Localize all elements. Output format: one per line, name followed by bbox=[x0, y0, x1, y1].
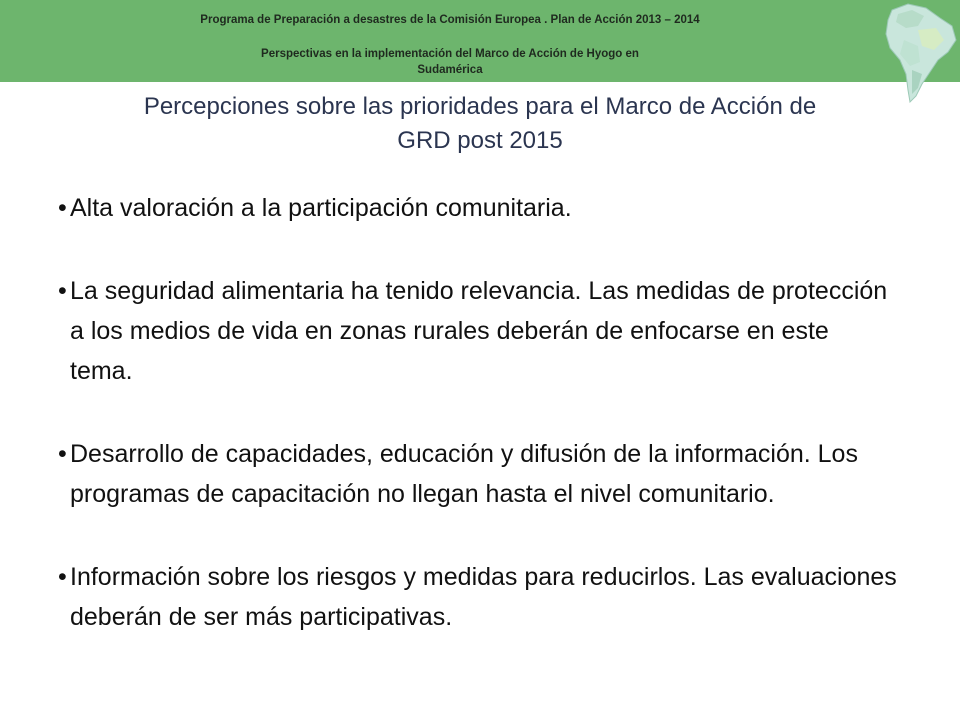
bullet-marker: • bbox=[58, 440, 67, 468]
slide-title bbox=[40, 90, 920, 158]
bullet-marker: • bbox=[58, 194, 67, 222]
slide-title-line1: Percepciones sobre las prioridades para el Marco de Acción de bbox=[143, 93, 817, 120]
program-subtitle bbox=[0, 46, 900, 78]
bullet-item-2 bbox=[58, 271, 898, 391]
program-subtitle-line1: Perspectivas en la implementación del Marco de Acción de Hyogo en bbox=[261, 48, 639, 60]
bullet-text: Desarrollo de capacidades, educación y difusión de la información. Los programas de capacitación no llegan hasta el nivel comunitario. bbox=[70, 440, 858, 508]
bullet-item-1 bbox=[58, 188, 898, 228]
bullet-text: La seguridad alimentaria ha tenido relevancia. Las medidas de protección a los medios de vida en zonas rurales deberán de enfocarse en este tema. bbox=[70, 277, 888, 385]
header-band bbox=[0, 0, 960, 82]
bullet-list bbox=[58, 188, 898, 637]
bullet-marker: • bbox=[58, 563, 67, 591]
program-subtitle-line2: Sudamérica bbox=[417, 64, 483, 76]
bullet-item-4 bbox=[58, 557, 898, 637]
bullet-text: Alta valoración a la participación comunitaria. bbox=[70, 194, 572, 222]
program-title: Programa de Preparación a desastres de la Comisión Europea . Plan de Acción 2013 – 2014 bbox=[200, 14, 700, 26]
bullet-text: Información sobre los riesgos y medidas para reducirlos. Las evaluaciones deberán de ser más participativas. bbox=[70, 563, 897, 631]
bullet-marker: • bbox=[58, 277, 67, 305]
slide-title-line2: GRD post 2015 bbox=[397, 127, 563, 154]
south-america-map-icon bbox=[878, 0, 960, 104]
bullet-item-3 bbox=[58, 434, 898, 514]
